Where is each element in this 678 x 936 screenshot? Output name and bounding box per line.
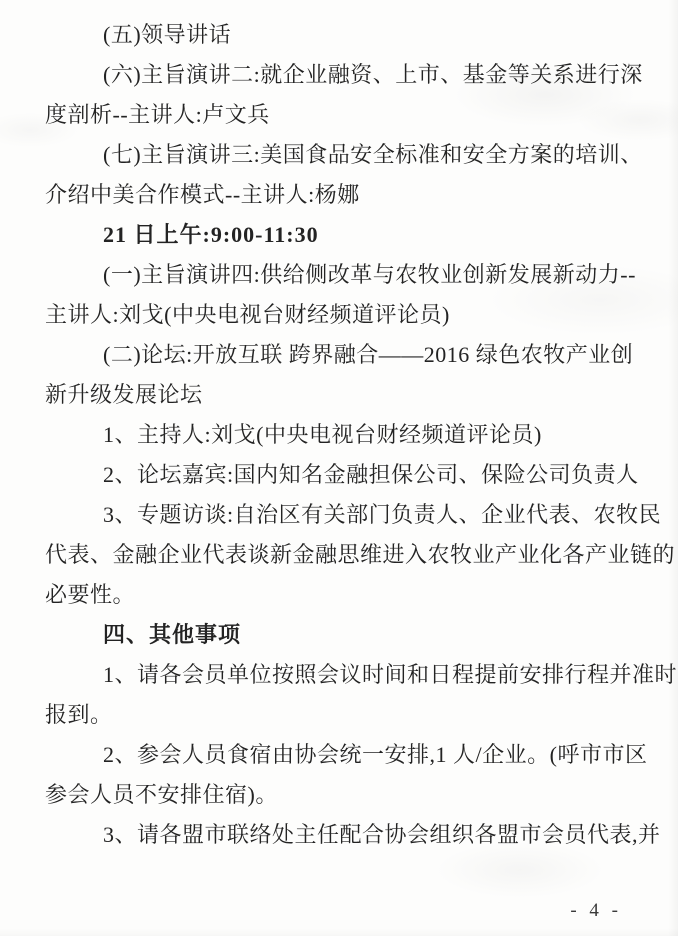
doc-line: 3、请各盟市联络处主任配合协会组织各盟市会员代表,并	[103, 822, 661, 847]
doc-line: 代表、金融企业代表谈新金融思维进入农牧业产业化各产业链的	[45, 542, 676, 567]
doc-line: 参会人员不安排住宿)。	[45, 782, 278, 807]
doc-line: 必要性。	[45, 582, 136, 607]
doc-line: 度剖析--主讲人:卢文兵	[45, 102, 270, 127]
document-body	[45, 15, 678, 855]
doc-line: 1、请各会员单位按照会议时间和日程提前安排行程并准时	[103, 662, 678, 687]
doc-line: 3、专题访谈:自治区有关部门负责人、企业代表、农牧民	[103, 502, 662, 527]
doc-line: 主讲人:刘戈(中央电视台财经频道评论员)	[45, 302, 450, 327]
doc-line: (六)主旨演讲二:就企业融资、上市、基金等关系进行深	[103, 62, 643, 87]
doc-heading-session-time: 21 日上午:9:00-11:30	[103, 222, 319, 247]
doc-line: (二)论坛:开放互联 跨界融合——2016 绿色农牧产业创	[103, 342, 634, 367]
doc-line: 1、主持人:刘戈(中央电视台财经频道评论员)	[103, 422, 542, 447]
doc-line: (一)主旨演讲四:供给侧改革与农牧业创新发展新动力--	[103, 262, 636, 287]
page-number: - 4 -	[570, 900, 622, 921]
doc-line: 报到。	[45, 702, 113, 727]
doc-heading-other-matters: 四、其他事项	[103, 622, 242, 647]
doc-line: 新升级发展论坛	[45, 382, 203, 407]
doc-line: 2、参会人员食宿由协会统一安排,1 人/企业。(呼市市区	[103, 742, 648, 767]
doc-line: 介绍中美合作模式--主讲人:杨娜	[45, 182, 360, 207]
doc-line: (五)领导讲话	[103, 22, 232, 47]
doc-line: (七)主旨演讲三:美国食品安全标准和安全方案的培训、	[103, 142, 643, 167]
doc-line: 2、论坛嘉宾:国内知名金融担保公司、保险公司负责人	[103, 462, 639, 487]
